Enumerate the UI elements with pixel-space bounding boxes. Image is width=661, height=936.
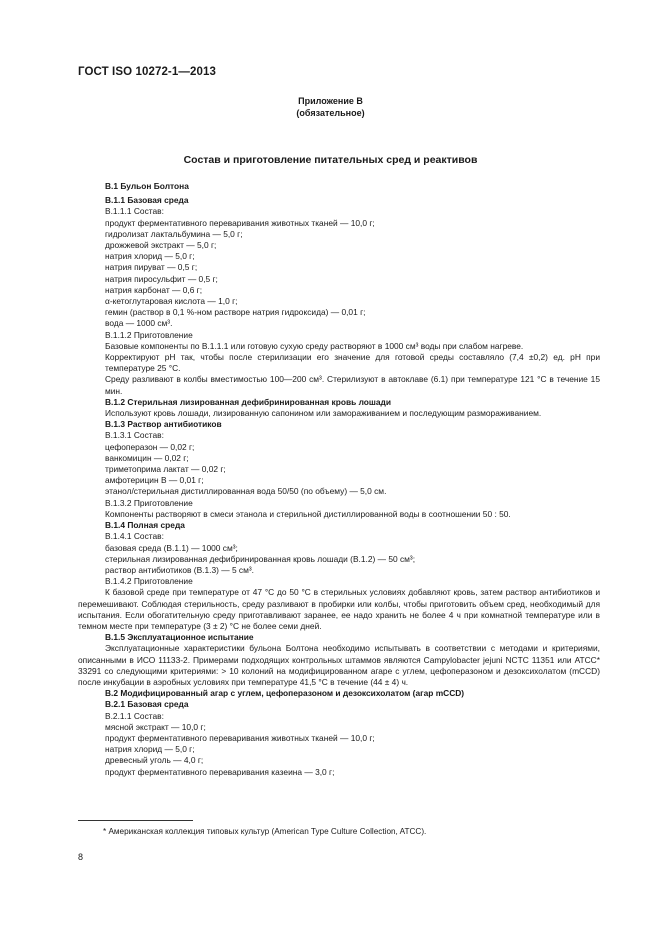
list-item: базовая среда (В.1.1) — 1000 см³; bbox=[105, 542, 238, 553]
footnote-divider bbox=[78, 820, 193, 821]
section-b14-heading: В.1.4 Полная среда bbox=[105, 520, 185, 531]
section-b11-heading: В.1.1 Базовая среда bbox=[105, 195, 189, 206]
list-item: стерильная лизированная дефибринированная кровь лошади (В.1.2) — 50 см³; bbox=[105, 553, 416, 564]
section-b13-heading: В.1.3 Раствор антибиотиков bbox=[105, 419, 222, 430]
paragraph: Среду разливают в колбы вместимостью 100—200 см³. Стерилизуют в автоклаве (6.1) при температуре 121 °С в течение 15 мин. bbox=[105, 374, 600, 396]
list-item: натрия пиросульфит — 0,5 г; bbox=[105, 273, 218, 284]
paragraph: Используют кровь лошади, лизированную сапонином или замораживанием и последующим размораживанием. bbox=[105, 408, 542, 419]
list-item: продукт ферментативного переваривания казеина — 3,0 г; bbox=[105, 766, 335, 777]
list-item: натрия карбонат — 0,6 г; bbox=[105, 284, 203, 295]
list-item: амфотерицин В — 0,01 г; bbox=[105, 475, 204, 486]
section-b141-label: В.1.4.1 Состав: bbox=[105, 531, 164, 542]
list-item: этанол/стерильная дистиллированная вода 50/50 (по объему) — 5,0 см. bbox=[105, 486, 387, 497]
list-item: продукт ферментативного переваривания животных тканей — 10,0 г; bbox=[105, 732, 375, 743]
page-title: Состав и приготовление питательных сред и реактивов bbox=[183, 154, 478, 166]
paragraph: Эксплуатационные характеристики бульона Болтона необходимо испытывать в соответствии с методами и критериями, описанными в ИСО 11133-2. Примерами подходящих контрольных штаммов являются Campylobacter jejuni NCTC 11351 или АТСС* 33291 со следующими критериями: > 10 колоний на модифицированном агаре с углем, цефоперазоном и дезоксихолатом (mCCD) после инкубации в аэробных условиях при температуре 41,5 °С в течение (44 ± 4) ч. bbox=[78, 643, 600, 687]
list-item: ванкомицин — 0,02 г; bbox=[105, 452, 189, 463]
section-b142-label: В.1.4.2 Приготовление bbox=[105, 576, 193, 587]
section-b112-label: В.1.1.2 Приготовление bbox=[105, 329, 193, 340]
section-b12-heading: В.1.2 Стерильная лизированная дефибринированная кровь лошади bbox=[105, 396, 391, 407]
list-item: натрия пируват — 0,5 г; bbox=[105, 262, 198, 273]
document-header: ГОСТ ISO 10272-1—2013 bbox=[78, 66, 216, 78]
section-b132-label: В.1.3.2 Приготовление bbox=[105, 497, 193, 508]
list-item: натрия хлорид — 5,0 г; bbox=[105, 251, 195, 262]
list-item: гидролизат лактальбумина — 5,0 г; bbox=[105, 228, 243, 239]
list-item: цефоперазон — 0,02 г; bbox=[105, 441, 195, 452]
list-item: вода — 1000 см³. bbox=[105, 318, 173, 329]
list-item: мясной экстракт — 10,0 г; bbox=[105, 721, 206, 732]
list-item: триметоприма лактат — 0,02 г; bbox=[105, 464, 226, 475]
list-item: натрия хлорид — 5,0 г; bbox=[105, 744, 195, 755]
paragraph: К базовой среде при температуре от 47 °С до 50 °С в стерильных условиях добавляют кровь, затем раствор антибиотиков и перемешивают. Соблюдая стерильность, среду разливают в пробирки или колбы, чтобы приготовить объем сред, необходимый для испытания. Если обогатительную среду приготавливают заранее, ее надо хранить не более 4 ч при комнатной температуре или в темном месте при температуре (3 ± 2) °С не более семи дней. bbox=[78, 587, 600, 631]
list-item: α-кетоглутаровая кислота — 1,0 г; bbox=[105, 296, 238, 307]
section-b131-label: В.1.3.1 Состав: bbox=[105, 430, 164, 441]
section-b2-heading: В.2 Модифицированный агар с углем, цефоперазоном и дезоксихолатом (агар mCCD) bbox=[105, 688, 465, 699]
page-number: 8 bbox=[78, 852, 84, 862]
list-item: гемин (раствор в 0,1 %-ном растворе натрия гидроксида) — 0,01 г; bbox=[105, 307, 366, 318]
section-b211-label: В.2.1.1 Состав: bbox=[105, 710, 164, 721]
paragraph: Базовые компоненты по В.1.1.1 или готовую сухую среду растворяют в 1000 см³ воды при слабом нагреве. bbox=[105, 340, 524, 351]
list-item: раствор антибиотиков (В.1.3) — 5 см³. bbox=[105, 564, 254, 575]
document-body bbox=[78, 181, 600, 778]
section-b1-heading: В.1 Бульон Болтона bbox=[105, 181, 189, 191]
annex-status: (обязательное) bbox=[296, 108, 365, 118]
section-b111-label: В.1.1.1 Состав: bbox=[105, 206, 164, 217]
annex-heading bbox=[0, 95, 661, 119]
annex-title: Приложение В bbox=[298, 96, 363, 106]
footnote: * Американская коллекция типовых культур (American Type Culture Collection, ATCC). bbox=[103, 827, 427, 836]
list-item: древесный уголь — 4,0 г; bbox=[105, 755, 204, 766]
list-item: продукт ферментативного переваривания животных тканей — 10,0 г; bbox=[105, 217, 375, 228]
paragraph: Корректируют pH так, чтобы после стерилизации его значение для готовой среды составляло (7,4 ±0,2) ед. pH при температуре 25 °С. bbox=[105, 352, 600, 374]
section-b21-heading: В.2.1 Базовая среда bbox=[105, 699, 189, 710]
section-b15-heading: В.1.5 Эксплуатационное испытание bbox=[105, 632, 254, 643]
paragraph: Компоненты растворяют в смеси этанола и стерильной дистиллированной воды в соотношении 50 : 50. bbox=[105, 508, 511, 519]
list-item: дрожжевой экстракт — 5,0 г; bbox=[105, 240, 217, 251]
